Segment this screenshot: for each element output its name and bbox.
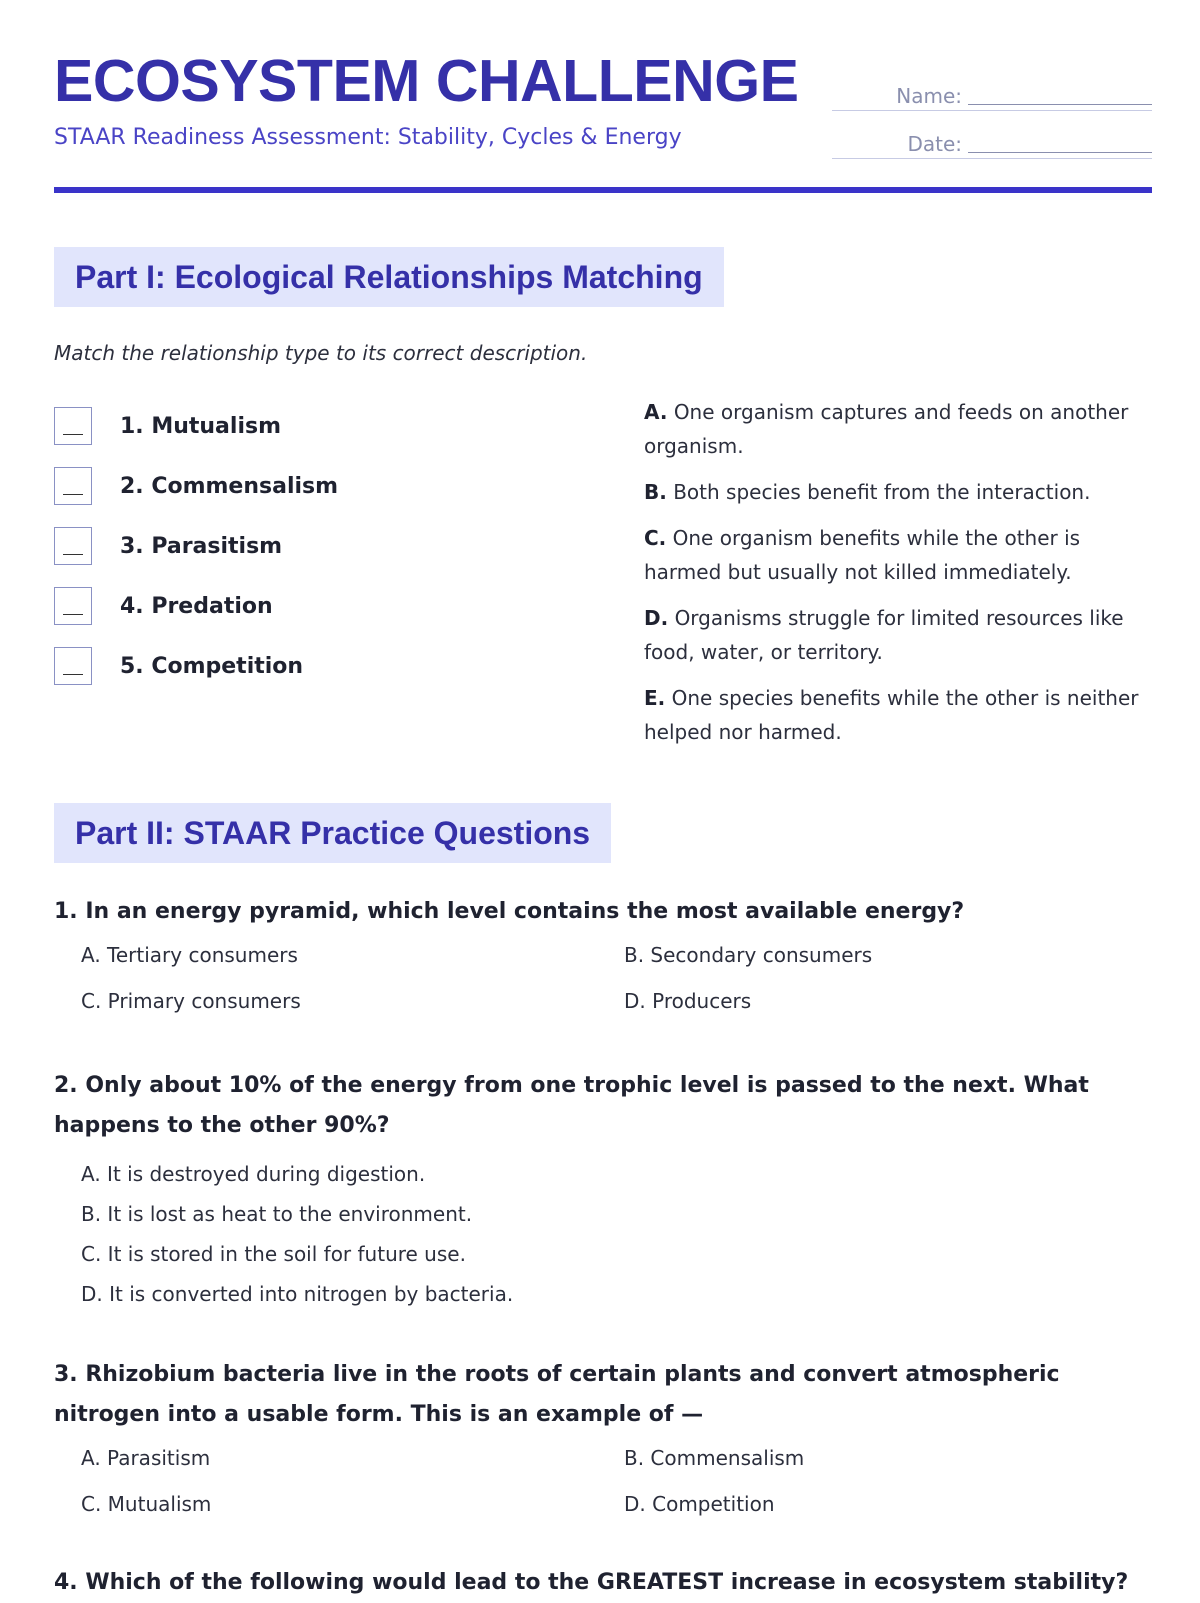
answer-option[interactable]: C. Primary consumers bbox=[81, 989, 301, 1013]
definition-letter: A. bbox=[644, 400, 668, 424]
date-label: Date: bbox=[907, 132, 962, 156]
answer-box[interactable] bbox=[54, 407, 92, 445]
definition-item bbox=[644, 681, 1144, 749]
part2-heading-box bbox=[54, 803, 611, 863]
answer-box[interactable] bbox=[54, 467, 92, 505]
term-label: 5. Competition bbox=[120, 653, 304, 679]
term-label: 3. Parasitism bbox=[120, 533, 283, 559]
answer-blank bbox=[63, 554, 83, 555]
matching-terms bbox=[54, 396, 338, 696]
definition-text: Organisms struggle for limited resources like food, water, or territory. bbox=[644, 606, 1124, 664]
definition-letter: D. bbox=[644, 606, 669, 630]
definition-item bbox=[644, 395, 1144, 463]
term-label: 2. Commensalism bbox=[120, 473, 339, 499]
question-text: 2. Only about 10% of the energy from one trophic level is passed to the next. What happens to the other 90%? bbox=[54, 1073, 1089, 1138]
definition-text: Both species benefit from the interaction. bbox=[673, 480, 1091, 504]
part1-heading: Part I: Ecological Relationships Matching bbox=[75, 258, 703, 295]
question-text: 3. Rhizobium bacteria live in the roots of certain plants and convert atmospheric nitrogen into a usable form. This is an example of — bbox=[54, 1362, 1060, 1427]
question-3 bbox=[54, 1355, 1164, 1519]
answer-blank bbox=[63, 674, 83, 675]
definition-letter: B. bbox=[644, 480, 667, 504]
name-field[interactable] bbox=[832, 78, 1152, 111]
term-label: 1. Mutualism bbox=[120, 413, 282, 439]
answer-options bbox=[54, 1154, 1164, 1314]
definition-letter: C. bbox=[644, 526, 667, 550]
page-title: ECOSYSTEM CHALLENGE bbox=[54, 48, 799, 114]
definition-letter: E. bbox=[644, 686, 666, 710]
term-label: 4. Predation bbox=[120, 593, 273, 619]
definition-item bbox=[644, 475, 1144, 509]
definition-text: One organism benefits while the other is harmed but usually not killed immediately. bbox=[644, 526, 1081, 584]
answer-blank bbox=[63, 494, 83, 495]
answer-option[interactable]: B. Commensalism bbox=[624, 1446, 805, 1470]
part1-instructions: Match the relationship type to its correct description. bbox=[54, 341, 588, 365]
part1-heading-box bbox=[54, 247, 724, 307]
term-row bbox=[54, 636, 338, 696]
term-row bbox=[54, 396, 338, 456]
question-1 bbox=[54, 892, 1164, 1016]
answer-option[interactable]: B. It is lost as heat to the environment. bbox=[81, 1202, 473, 1226]
answer-box[interactable] bbox=[54, 647, 92, 685]
answer-option[interactable]: C. It is stored in the soil for future use. bbox=[81, 1242, 466, 1266]
definition-item bbox=[644, 521, 1144, 589]
header-divider bbox=[54, 187, 1152, 193]
name-blank-line[interactable] bbox=[968, 103, 1152, 105]
matching-definitions bbox=[644, 395, 1144, 761]
answer-option[interactable]: D. It is converted into nitrogen by bacteria. bbox=[81, 1282, 514, 1306]
answer-box[interactable] bbox=[54, 587, 92, 625]
name-label: Name: bbox=[896, 84, 962, 108]
answer-option[interactable]: D. Competition bbox=[624, 1492, 775, 1516]
answer-options bbox=[54, 1443, 1164, 1519]
page-subtitle: STAAR Readiness Assessment: Stability, Cycles & Energy bbox=[54, 125, 682, 150]
answer-blank bbox=[63, 434, 83, 435]
answer-options bbox=[54, 940, 1164, 1016]
part2-heading: Part II: STAAR Practice Questions bbox=[75, 814, 591, 851]
question-text: 4. Which of the following would lead to the GREATEST increase in ecosystem stability? bbox=[54, 1570, 1129, 1595]
term-row bbox=[54, 516, 338, 576]
date-field[interactable] bbox=[832, 126, 1152, 159]
question-2 bbox=[54, 1066, 1164, 1314]
answer-option[interactable]: B. Secondary consumers bbox=[624, 943, 873, 967]
answer-option[interactable]: C. Mutualism bbox=[81, 1492, 212, 1516]
definition-text: One species benefits while the other is neither helped nor harmed. bbox=[644, 686, 1139, 744]
answer-box[interactable] bbox=[54, 527, 92, 565]
answer-option[interactable]: A. Parasitism bbox=[81, 1446, 211, 1470]
answer-blank bbox=[63, 614, 83, 615]
definition-text: One organism captures and feeds on another organism. bbox=[644, 400, 1129, 458]
date-blank-line[interactable] bbox=[968, 151, 1152, 153]
term-row bbox=[54, 456, 338, 516]
term-row bbox=[54, 576, 338, 636]
question-text: 1. In an energy pyramid, which level contains the most available energy? bbox=[54, 899, 965, 924]
definition-item bbox=[644, 601, 1144, 669]
answer-option[interactable]: A. Tertiary consumers bbox=[81, 943, 298, 967]
question-4 bbox=[54, 1563, 1164, 1603]
answer-option[interactable]: D. Producers bbox=[624, 989, 752, 1013]
answer-option[interactable]: A. It is destroyed during digestion. bbox=[81, 1162, 426, 1186]
